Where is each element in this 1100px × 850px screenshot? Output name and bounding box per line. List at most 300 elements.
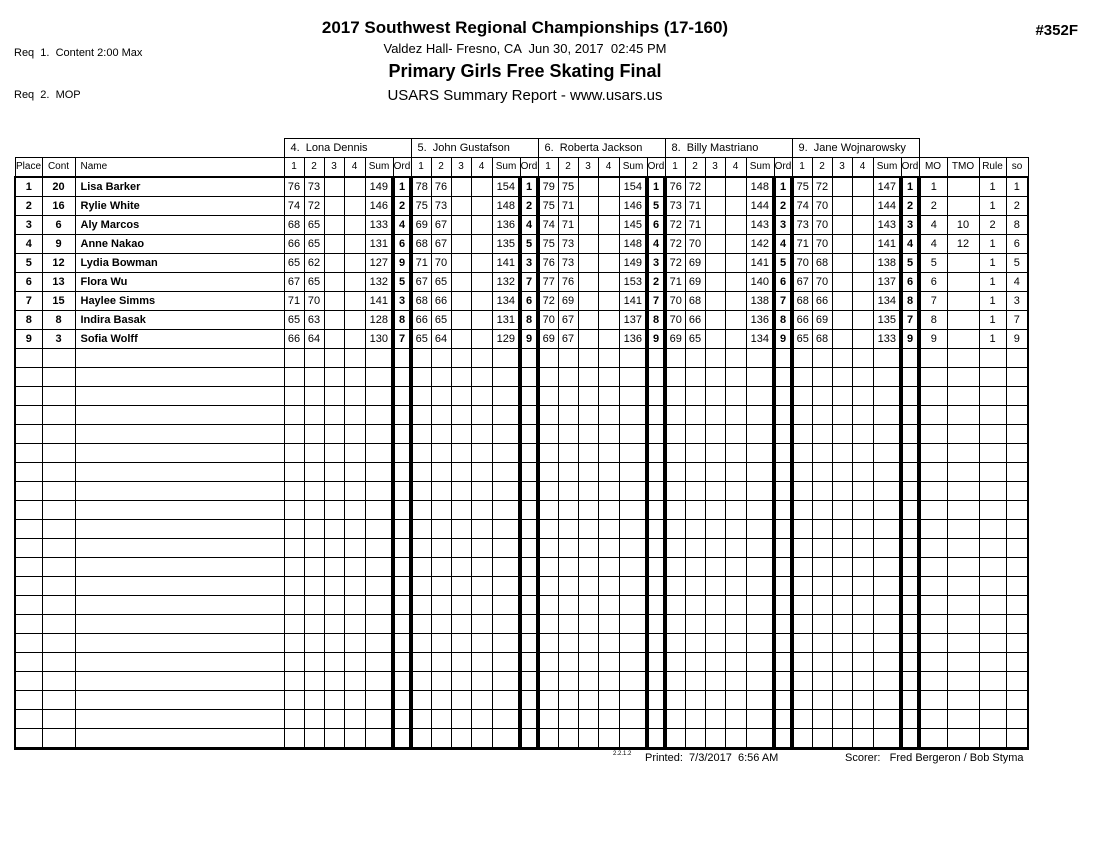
score-cell: 75: [558, 177, 578, 197]
score-cell: [792, 425, 812, 444]
sum-cell: [365, 691, 393, 710]
score-cell: 69: [685, 254, 705, 273]
score-cell: [832, 330, 852, 349]
score-cell: [304, 406, 324, 425]
ord-cell: [520, 463, 538, 482]
name-cell: Haylee Simms: [75, 292, 284, 311]
empty-row: [15, 482, 1028, 501]
sum-cell: [619, 368, 647, 387]
cont-cell: [42, 387, 75, 406]
empty-row: [15, 387, 1028, 406]
score-cell: [431, 425, 451, 444]
score-cell: [685, 729, 705, 749]
score-cell: 66: [431, 292, 451, 311]
sum-cell: [619, 729, 647, 749]
sum-cell: [365, 501, 393, 520]
score-cell: [705, 330, 725, 349]
sum-cell: [365, 558, 393, 577]
ord-cell: [774, 425, 792, 444]
so-cell: [1006, 520, 1028, 539]
empty-row: [15, 463, 1028, 482]
score-cell: 71: [792, 235, 812, 254]
ord-cell: [774, 653, 792, 672]
col-header-sum: Sum: [365, 158, 393, 178]
score-cell: [705, 672, 725, 691]
mo-cell: 6: [919, 273, 947, 292]
score-cell: [538, 539, 558, 558]
score-cell: [431, 463, 451, 482]
score-cell: [451, 558, 471, 577]
score-cell: 65: [792, 330, 812, 349]
score-cell: [284, 577, 304, 596]
name-cell: [75, 425, 284, 444]
ord-cell: [901, 463, 919, 482]
mo-cell: [919, 539, 947, 558]
score-cell: [411, 444, 431, 463]
col-header-4: 4: [598, 158, 619, 178]
column-header-row: [15, 158, 1028, 178]
place-cell: 4: [15, 235, 42, 254]
score-cell: [344, 596, 365, 615]
ord-cell: 2: [774, 197, 792, 216]
score-cell: [812, 520, 832, 539]
score-cell: 76: [431, 177, 451, 197]
cont-cell: [42, 615, 75, 634]
sum-cell: [365, 653, 393, 672]
ord-cell: 7: [393, 330, 411, 349]
score-cell: 71: [284, 292, 304, 311]
score-cell: [792, 691, 812, 710]
score-cell: [792, 482, 812, 501]
score-cell: [431, 482, 451, 501]
score-cell: [852, 273, 873, 292]
rule-cell: [979, 406, 1006, 425]
col-header-1: 1: [665, 158, 685, 178]
ord-cell: [520, 615, 538, 634]
tmo-cell: [947, 634, 979, 653]
score-cell: [578, 520, 598, 539]
score-cell: [598, 520, 619, 539]
ord-cell: [774, 463, 792, 482]
score-cell: [471, 672, 492, 691]
rule-cell: 1: [979, 235, 1006, 254]
place-cell: 3: [15, 216, 42, 235]
score-cell: [832, 558, 852, 577]
ord-cell: [901, 425, 919, 444]
ord-cell: [393, 349, 411, 368]
score-cell: [304, 387, 324, 406]
judge-name-4: 8. Billy Mastriano: [665, 139, 792, 158]
sum-cell: 148: [619, 235, 647, 254]
score-cell: [685, 672, 705, 691]
ord-cell: [647, 406, 665, 425]
tmo-cell: [947, 254, 979, 273]
score-cell: [685, 425, 705, 444]
score-cell: [558, 387, 578, 406]
sum-cell: 143: [873, 216, 901, 235]
score-cell: [725, 368, 746, 387]
score-cell: [451, 710, 471, 729]
score-cell: [471, 406, 492, 425]
tmo-cell: [947, 710, 979, 729]
so-cell: 7: [1006, 311, 1028, 330]
score-cell: [471, 235, 492, 254]
score-cell: [578, 235, 598, 254]
score-cell: 73: [431, 197, 451, 216]
score-cell: [852, 311, 873, 330]
score-cell: [725, 615, 746, 634]
ord-cell: [647, 368, 665, 387]
ord-cell: [520, 634, 538, 653]
result-row: [15, 216, 1028, 235]
sum-cell: 134: [492, 292, 520, 311]
score-cell: [324, 444, 344, 463]
score-cell: [431, 596, 451, 615]
empty-row: [15, 596, 1028, 615]
score-cell: [324, 349, 344, 368]
score-cell: [705, 197, 725, 216]
sum-cell: [492, 577, 520, 596]
score-cell: [832, 634, 852, 653]
score-cell: [431, 653, 451, 672]
score-cell: 75: [538, 197, 558, 216]
ord-cell: [393, 729, 411, 749]
score-cell: [598, 596, 619, 615]
cont-cell: 3: [42, 330, 75, 349]
score-cell: [685, 520, 705, 539]
score-cell: [451, 596, 471, 615]
sum-cell: [492, 463, 520, 482]
tmo-cell: [947, 425, 979, 444]
result-row: [15, 273, 1028, 292]
col-header-so: so: [1006, 158, 1028, 178]
col-header-3: 3: [451, 158, 471, 178]
score-cell: [471, 653, 492, 672]
score-cell: [705, 177, 725, 197]
score-cell: [471, 501, 492, 520]
score-cell: [344, 311, 365, 330]
score-cell: [451, 634, 471, 653]
sum-cell: [619, 482, 647, 501]
score-cell: [832, 710, 852, 729]
cont-cell: [42, 463, 75, 482]
rule-cell: [979, 710, 1006, 729]
name-cell: Anne Nakao: [75, 235, 284, 254]
sum-cell: [492, 691, 520, 710]
score-cell: [812, 463, 832, 482]
rule-cell: [979, 463, 1006, 482]
score-cell: [344, 330, 365, 349]
score-cell: [685, 406, 705, 425]
score-cell: 71: [665, 273, 685, 292]
score-cell: [852, 349, 873, 368]
ord-cell: 8: [393, 311, 411, 330]
sum-cell: [746, 444, 774, 463]
score-cell: [685, 444, 705, 463]
ord-cell: [647, 520, 665, 539]
sum-cell: [746, 558, 774, 577]
cont-cell: [42, 406, 75, 425]
sum-cell: 138: [873, 254, 901, 273]
score-cell: [832, 596, 852, 615]
score-cell: [451, 311, 471, 330]
score-cell: [725, 444, 746, 463]
name-cell: [75, 653, 284, 672]
ord-cell: [901, 710, 919, 729]
score-cell: [451, 425, 471, 444]
score-cell: [812, 387, 832, 406]
score-cell: [832, 520, 852, 539]
sum-cell: [619, 425, 647, 444]
ord-cell: [520, 406, 538, 425]
score-cell: [411, 615, 431, 634]
score-cell: [538, 482, 558, 501]
score-cell: [538, 368, 558, 387]
score-cell: [324, 387, 344, 406]
score-cell: [705, 577, 725, 596]
score-cell: [451, 672, 471, 691]
score-cell: [725, 273, 746, 292]
sum-cell: [873, 691, 901, 710]
tmo-cell: [947, 520, 979, 539]
score-cell: [284, 444, 304, 463]
printed-label: Printed:: [645, 752, 683, 764]
sum-cell: [746, 672, 774, 691]
ord-cell: [647, 539, 665, 558]
sum-cell: [619, 463, 647, 482]
score-cell: 76: [665, 177, 685, 197]
ord-cell: 1: [520, 177, 538, 197]
ord-cell: 1: [901, 177, 919, 197]
score-cell: 75: [792, 177, 812, 197]
sum-cell: 141: [873, 235, 901, 254]
sum-cell: [365, 634, 393, 653]
tmo-cell: [947, 501, 979, 520]
so-cell: [1006, 729, 1028, 749]
score-cell: [832, 539, 852, 558]
score-cell: [598, 558, 619, 577]
score-cell: [705, 615, 725, 634]
score-cell: [324, 596, 344, 615]
so-cell: [1006, 425, 1028, 444]
ord-cell: [901, 596, 919, 615]
score-cell: [725, 292, 746, 311]
score-cell: [598, 425, 619, 444]
empty-row: [15, 539, 1028, 558]
sum-cell: [746, 463, 774, 482]
score-cell: 72: [665, 254, 685, 273]
cont-cell: [42, 710, 75, 729]
cont-cell: [42, 729, 75, 749]
tmo-cell: [947, 672, 979, 691]
judge-name-3: 6. Roberta Jackson: [538, 139, 665, 158]
score-cell: [411, 539, 431, 558]
score-cell: [852, 177, 873, 197]
so-cell: [1006, 710, 1028, 729]
empty-row: [15, 520, 1028, 539]
ord-cell: 3: [393, 292, 411, 311]
so-cell: [1006, 615, 1028, 634]
report-footer: [0, 751, 1100, 767]
so-cell: [1006, 596, 1028, 615]
cont-cell: [42, 444, 75, 463]
col-header-ord: Ord: [647, 158, 665, 178]
score-cell: [852, 729, 873, 749]
mo-cell: [919, 482, 947, 501]
score-cell: [832, 425, 852, 444]
rule-cell: [979, 482, 1006, 501]
place-cell: [15, 577, 42, 596]
score-cell: [812, 634, 832, 653]
score-cell: [832, 235, 852, 254]
sum-cell: [746, 368, 774, 387]
rule-cell: [979, 349, 1006, 368]
score-cell: [705, 292, 725, 311]
venue-date-line: Valdez Hall- Fresno, CA Jun 30, 2017 02:45 PM: [383, 41, 667, 56]
ord-cell: [774, 520, 792, 539]
score-cell: [304, 577, 324, 596]
score-cell: [852, 330, 873, 349]
score-cell: [324, 539, 344, 558]
sum-cell: [873, 558, 901, 577]
score-cell: [665, 596, 685, 615]
score-cell: [411, 368, 431, 387]
score-cell: [304, 596, 324, 615]
place-cell: [15, 482, 42, 501]
sum-cell: [492, 558, 520, 577]
score-cell: [792, 520, 812, 539]
score-cell: [471, 710, 492, 729]
score-cell: 65: [304, 273, 324, 292]
sum-cell: 130: [365, 330, 393, 349]
score-cell: [578, 273, 598, 292]
ord-cell: [520, 349, 538, 368]
ord-cell: [901, 501, 919, 520]
place-cell: [15, 539, 42, 558]
place-cell: [15, 691, 42, 710]
score-cell: [705, 653, 725, 672]
score-cell: [411, 482, 431, 501]
score-cell: [578, 539, 598, 558]
score-cell: [852, 292, 873, 311]
rule-cell: [979, 387, 1006, 406]
score-cell: [832, 349, 852, 368]
col-header-name: Name: [75, 158, 284, 178]
sum-cell: [873, 634, 901, 653]
col-header-cont: Cont: [42, 158, 75, 178]
score-cell: 67: [411, 273, 431, 292]
score-cell: [578, 177, 598, 197]
ord-cell: [393, 615, 411, 634]
result-row: [15, 330, 1028, 349]
score-cell: [558, 634, 578, 653]
sum-cell: [873, 501, 901, 520]
sum-cell: [619, 710, 647, 729]
score-cell: [304, 444, 324, 463]
printed-value: 7/3/2017 6:56 AM: [689, 752, 779, 764]
sum-cell: 136: [746, 311, 774, 330]
so-cell: [1006, 558, 1028, 577]
tmo-cell: [947, 596, 979, 615]
judge-header-spacer-right: [919, 139, 1028, 158]
score-cell: [598, 482, 619, 501]
score-cell: [685, 539, 705, 558]
score-cell: [598, 216, 619, 235]
name-cell: [75, 444, 284, 463]
score-cell: [705, 558, 725, 577]
score-cell: [451, 292, 471, 311]
tmo-cell: [947, 368, 979, 387]
score-cell: [344, 273, 365, 292]
ord-cell: [393, 463, 411, 482]
score-cell: [665, 729, 685, 749]
score-cell: [538, 653, 558, 672]
score-cell: [725, 235, 746, 254]
sum-cell: [873, 368, 901, 387]
tmo-cell: [947, 615, 979, 634]
score-cell: [852, 596, 873, 615]
score-cell: [665, 482, 685, 501]
sum-cell: [746, 482, 774, 501]
score-cell: [598, 387, 619, 406]
score-cell: [411, 501, 431, 520]
score-cell: [471, 311, 492, 330]
score-cell: [304, 615, 324, 634]
sum-cell: 146: [619, 197, 647, 216]
score-cell: [792, 387, 812, 406]
sum-cell: [873, 520, 901, 539]
mo-cell: [919, 615, 947, 634]
score-cell: [538, 615, 558, 634]
score-cell: 72: [665, 235, 685, 254]
sum-cell: [619, 520, 647, 539]
score-cell: [812, 653, 832, 672]
score-cell: [705, 539, 725, 558]
score-cell: [431, 387, 451, 406]
place-cell: [15, 406, 42, 425]
score-cell: 67: [558, 311, 578, 330]
empty-row: [15, 634, 1028, 653]
score-cell: [832, 387, 852, 406]
score-cell: [431, 615, 451, 634]
score-cell: 65: [304, 235, 324, 254]
score-cell: [324, 197, 344, 216]
sum-cell: 135: [492, 235, 520, 254]
score-cell: [705, 444, 725, 463]
tmo-cell: [947, 463, 979, 482]
score-cell: [792, 368, 812, 387]
score-cell: [324, 330, 344, 349]
score-cell: [725, 482, 746, 501]
score-cell: [411, 596, 431, 615]
sum-cell: [365, 672, 393, 691]
sum-cell: [873, 463, 901, 482]
rule-cell: [979, 425, 1006, 444]
rule-cell: [979, 520, 1006, 539]
name-cell: [75, 615, 284, 634]
score-cell: [852, 672, 873, 691]
score-cell: [832, 501, 852, 520]
col-header-sum: Sum: [873, 158, 901, 178]
ord-cell: [647, 653, 665, 672]
score-cell: [665, 710, 685, 729]
score-cell: [812, 501, 832, 520]
name-cell: [75, 577, 284, 596]
mo-cell: [919, 368, 947, 387]
score-cell: [725, 577, 746, 596]
place-cell: [15, 368, 42, 387]
score-cell: [578, 330, 598, 349]
